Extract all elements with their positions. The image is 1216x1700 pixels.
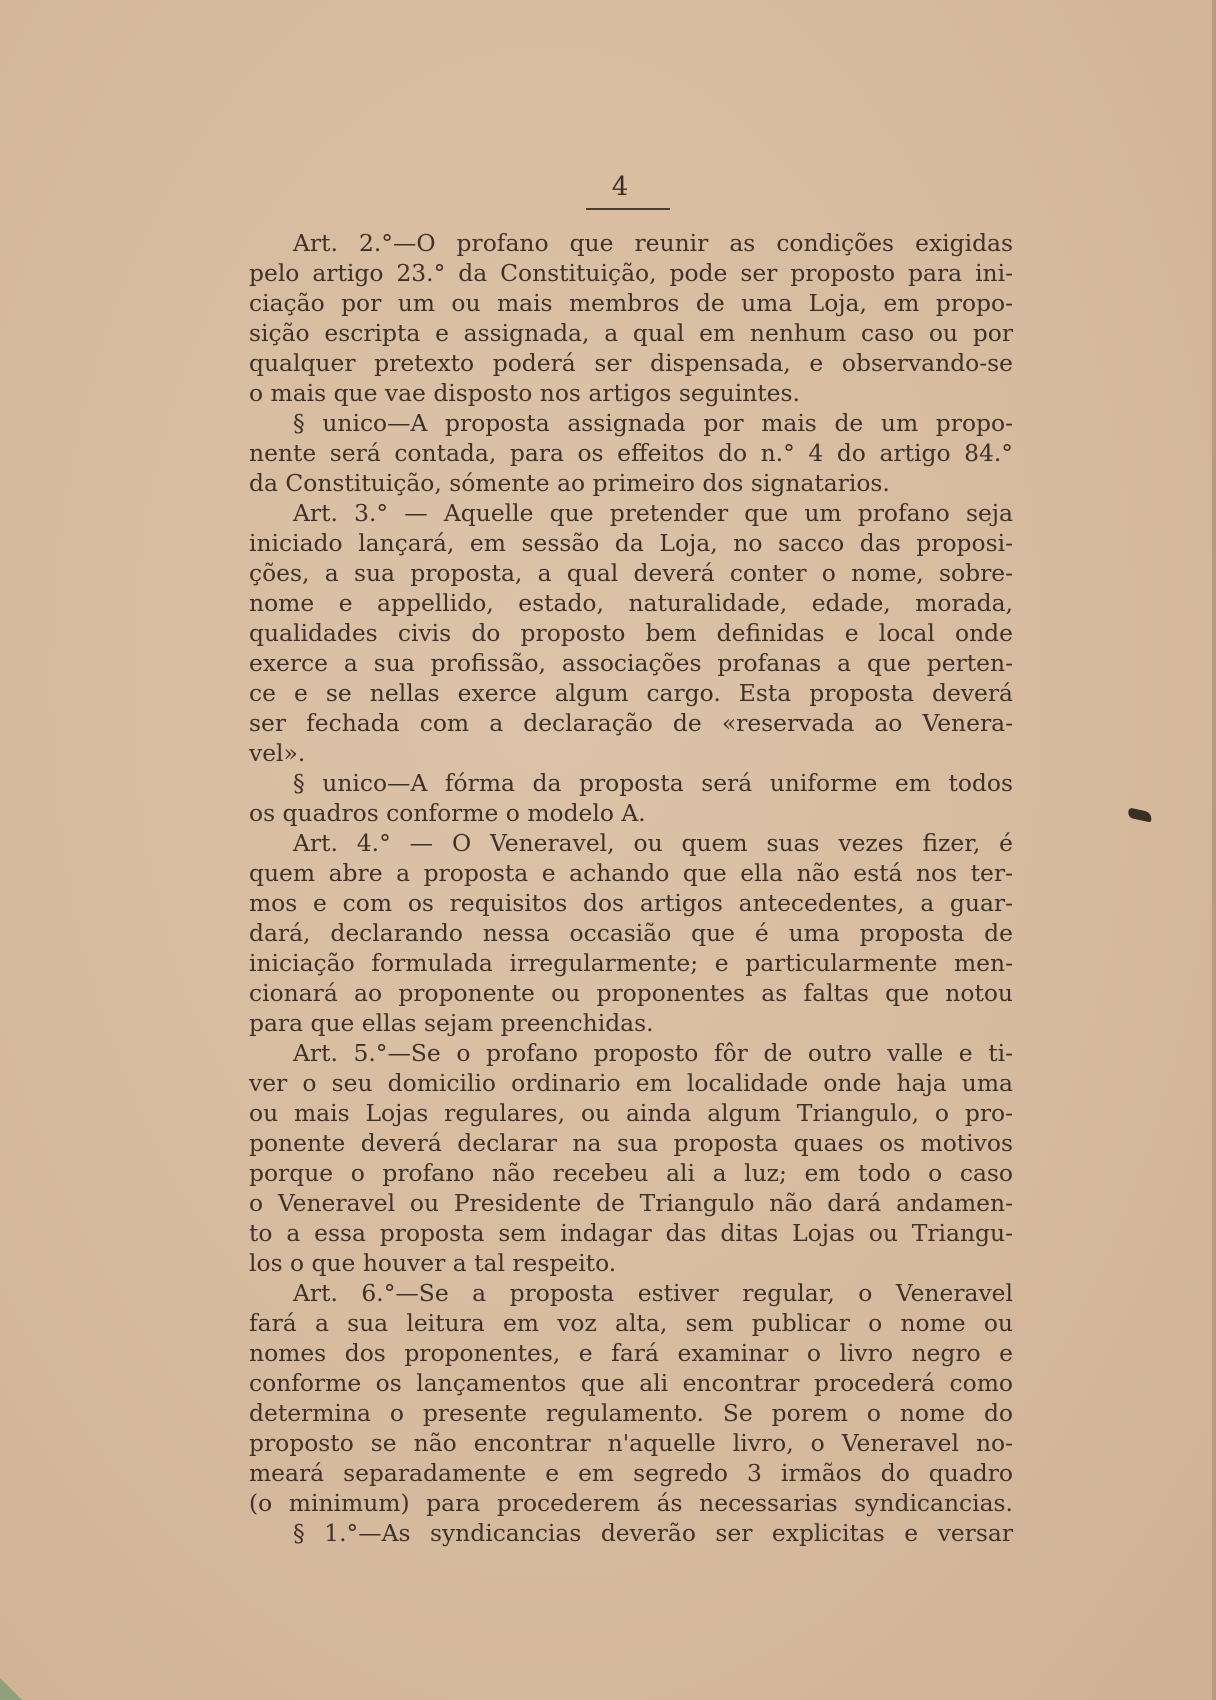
text-line: Art. 2.°—O profano que reunir as condições exigidas: [293, 229, 1013, 257]
text-line: sição escripta e assignada, a qual em nenhum caso ou por: [249, 319, 1013, 347]
text-line: Art. 3.° — Aquelle que pretender que um profano seja: [293, 499, 1013, 527]
text-line: ções, a sua proposta, a qual deverá conter o nome, sobre-: [249, 559, 1013, 587]
text-line: meará separadamente e em segredo 3 irmãos do quadro: [249, 1459, 1013, 1487]
text-line: o mais que vae disposto nos artigos seguintes.: [249, 379, 800, 407]
page-number: 4: [611, 172, 629, 202]
text-line: Art. 6.°—Se a proposta estiver regular, o Veneravel: [293, 1279, 1013, 1307]
text-line: quem abre a proposta e achando que ella não está nos ter-: [249, 859, 1013, 887]
text-line: (o minimum) para procederem ás necessarias syndicancias.: [249, 1489, 1013, 1517]
text-line: los o que houver a tal respeito.: [249, 1249, 617, 1277]
text-line: iniciado lançará, em sessão da Loja, no sacco das proposi-: [249, 529, 1013, 557]
text-line: ce e se nellas exerce algum cargo. Esta proposta deverá: [249, 679, 1013, 707]
text-line: porque o profano não recebeu ali a luz; em todo o caso: [249, 1159, 1013, 1187]
text-line: da Constituição, sómente ao primeiro dos signatarios.: [249, 469, 890, 497]
text-line: proposto se não encontrar n'aquelle livro, o Veneravel no-: [249, 1429, 1013, 1457]
text-line: mos e com os requisitos dos artigos antecedentes, a guar-: [249, 889, 1013, 917]
text-line: ponente deverá declarar na sua proposta quaes os motivos: [249, 1129, 1013, 1157]
text-line: exerce a sua profissão, associações profanas a que perten-: [249, 649, 1013, 677]
text-line: qualidades civis do proposto bem definidas e local onde: [249, 619, 1013, 647]
body-text: [249, 228, 1013, 1548]
text-line: ser fechada com a declaração de «reservada ao Venera-: [249, 709, 1013, 737]
text-line: pelo artigo 23.° da Constituição, pode ser proposto para ini-: [249, 259, 1013, 287]
text-line: o Veneravel ou Presidente de Triangulo não dará andamen-: [249, 1189, 1013, 1217]
ink-speck: [1127, 808, 1153, 823]
text-line: nente será contada, para os effeitos do n.° 4 do artigo 84.°: [249, 439, 1013, 467]
text-line: § unico—A proposta assignada por mais de um propo-: [293, 409, 1013, 437]
text-line: § unico—A fórma da proposta será uniforme em todos: [293, 769, 1013, 797]
text-line: nomes dos proponentes, e fará examinar o livro negro e: [249, 1339, 1013, 1367]
text-line: conforme os lançamentos que ali encontrar procederá como: [249, 1369, 1013, 1397]
text-line: ver o seu domicilio ordinario em localidade onde haja uma: [249, 1069, 1013, 1097]
text-line: Art. 4.° — O Veneravel, ou quem suas vezes fizer, é: [293, 829, 1013, 857]
text-line: § 1.°—As syndicancias deverão ser explicitas e versar: [293, 1519, 1013, 1547]
text-line: dará, declarando nessa occasião que é uma proposta de: [249, 919, 1013, 947]
text-line: ciação por um ou mais membros de uma Loja, em propo-: [249, 289, 1013, 317]
text-line: cionará ao proponente ou proponentes as faltas que notou: [249, 979, 1013, 1007]
corner-stain: [0, 1678, 22, 1700]
text-line: fará a sua leitura em voz alta, sem publicar o nome ou: [249, 1309, 1013, 1337]
text-line: ou mais Lojas regulares, ou ainda algum Triangulo, o pro-: [249, 1099, 1013, 1127]
text-line: para que ellas sejam preenchidas.: [249, 1009, 654, 1037]
text-line: vel».: [249, 739, 306, 767]
text-line: nome e appellido, estado, naturalidade, edade, morada,: [249, 589, 1013, 617]
text-line: Art. 5.°—Se o profano proposto fôr de outro valle e ti-: [293, 1039, 1013, 1067]
text-line: determina o presente regulamento. Se porem o nome do: [249, 1399, 1013, 1427]
text-line: to a essa proposta sem indagar das ditas Lojas ou Triangu-: [249, 1219, 1013, 1247]
text-line: iniciação formulada irregularmente; e particularmente men-: [249, 949, 1013, 977]
text-line: qualquer pretexto poderá ser dispensada, e observando-se: [249, 349, 1013, 377]
text-line: os quadros conforme o modelo A.: [249, 799, 646, 827]
page-number-rule: [586, 208, 670, 210]
page-edge: [1212, 0, 1216, 1700]
